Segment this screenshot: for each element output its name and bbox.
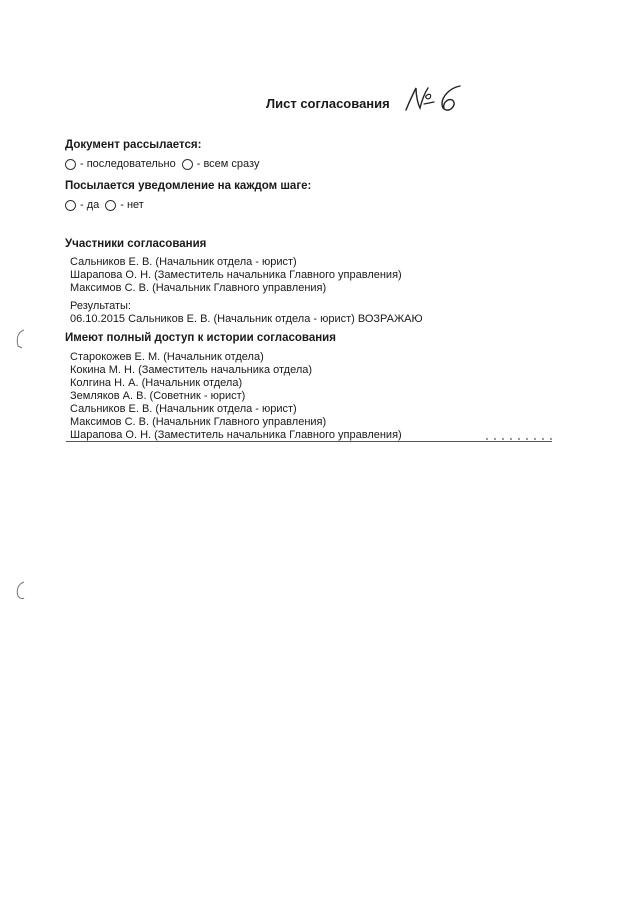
- access-item: Максимов С. В. (Начальник Главного управления): [70, 416, 327, 428]
- radio-all-at-once[interactable]: [182, 159, 193, 170]
- radio-no[interactable]: [105, 200, 116, 211]
- results-label: Результаты:: [70, 300, 131, 312]
- radio-yes-label: - да: [80, 199, 100, 211]
- result-item: 06.10.2015 Сальников Е. В. (Начальник отдела - юрист) ВОЗРАЖАЮ: [70, 313, 423, 325]
- access-item: Земляков А. В. (Советник - юрист): [70, 390, 246, 402]
- handwritten-number-6: [402, 82, 472, 116]
- notification-heading: Посылается уведомление на каждом шаге:: [65, 180, 312, 192]
- distribution-heading: Документ рассылается:: [65, 139, 202, 151]
- access-item: Кокина М. Н. (Заместитель начальника отдела): [70, 364, 313, 376]
- radio-all-at-once-label: - всем сразу: [196, 158, 260, 170]
- distribution-options: [65, 158, 265, 170]
- radio-sequential[interactable]: [65, 159, 76, 170]
- access-item: Сальников Е. В. (Начальник отдела - юрист): [70, 403, 297, 415]
- page-title: Лист согласования: [266, 96, 390, 111]
- radio-no-label: - нет: [120, 199, 144, 211]
- participant-item: Сальников Е. В. (Начальник отдела - юрист): [70, 256, 297, 268]
- participants-heading: Участники согласования: [65, 238, 207, 250]
- access-item: Колгина Н. А. (Начальник отдела): [70, 377, 243, 389]
- access-heading: Имеют полный доступ к истории согласования: [65, 332, 336, 344]
- access-item: Шарапова О. Н. (Заместитель начальника Главного управления): [70, 429, 402, 441]
- scan-artifact-dots: [486, 438, 556, 440]
- radio-yes[interactable]: [65, 200, 76, 211]
- binder-hole-mark-bottom: [14, 580, 28, 602]
- notification-options: [65, 199, 150, 211]
- participant-item: Шарапова О. Н. (Заместитель начальника Главного управления): [70, 269, 402, 281]
- access-item: Старокожев Е. М. (Начальник отдела): [70, 351, 264, 363]
- bottom-rule: [66, 441, 552, 442]
- binder-hole-mark-top: [14, 328, 28, 350]
- radio-sequential-label: - последовательно: [80, 158, 176, 170]
- participant-item: Максимов С. В. (Начальник Главного управления): [70, 282, 327, 294]
